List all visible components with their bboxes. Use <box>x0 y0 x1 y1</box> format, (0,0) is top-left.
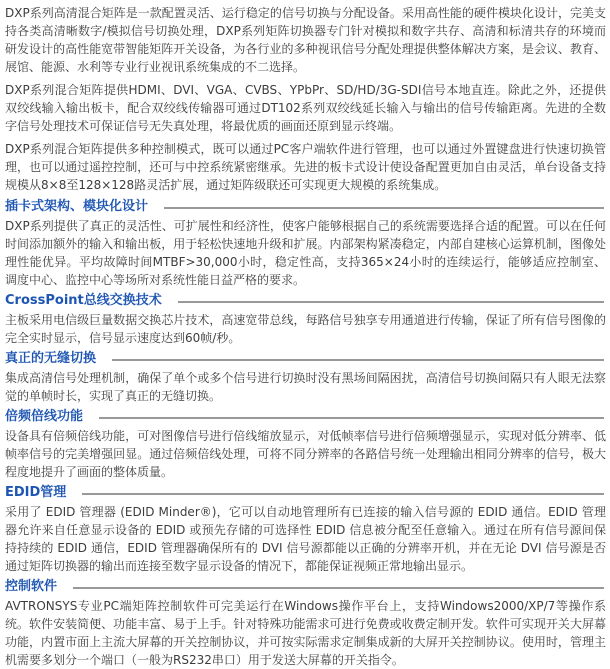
section-heading <box>5 199 606 214</box>
section-title: 真正的无缝切换 <box>5 351 97 366</box>
section-body: 设备具有倍频倍线功能，可对图像信号进行倍线缩放显示，对低帧率信号进行倍频增强显示，实现对低分辨率、低帧率信号的完美增强回显。通过倍频倍线处理，可将不同分辨率的各路信号统一处理输出相同分辨率的信号，极大程度地提升了画面的整体质量。 <box>5 429 606 479</box>
heading-rule <box>112 359 604 361</box>
section-title: CrossPoint总线交换技术 <box>5 293 162 308</box>
section-title: EDID管理 <box>5 485 67 500</box>
section-body: 集成高清信号处理机制，确保了单个或多个信号进行切换时没有黑场间隔困扰，高清信号切换间隔只有人眼无法察觉的单帧时长，实现了真正的无缝切换。 <box>5 371 606 403</box>
intro-paragraph-3: DXP系列混合矩阵提供多种控制模式，既可以通过PC客户端软件进行管理，也可以通过外置键盘进行快速切换管理，也可以通过遥控控制，还可与中控系统紧密继承。先进的板卡式设计使设备配置更加自由灵活，单台设备支持规模从8×8至128×128路灵活扩展，通过矩阵级联还可实现更大规模的系统集成。 <box>5 142 606 192</box>
intro-paragraph-2: DXP系列混合矩阵提供HDMI、DVI、VGA、CVBS、YPbPr、SD/HD/3G-SDI信号本地直连。除此之外，还提供双绞线输入输出板卡，配合双绞线传输器可通过DT102系列双绞线延长输入与输出的信号传输距离。先进的全数字信号处理技术可保证信号无失真处理，将最优质的画面还原到显示终端。 <box>5 83 606 133</box>
product-description-document <box>5 4 606 669</box>
heading-rule <box>82 493 604 495</box>
heading-rule <box>164 207 604 209</box>
section-heading <box>5 579 606 594</box>
intro-block <box>5 4 606 194</box>
heading-rule <box>178 301 604 303</box>
section-title: 插卡式架构、模块化设计 <box>5 199 149 214</box>
section-heading <box>5 409 606 424</box>
section-heading <box>5 293 606 308</box>
section-body: AVTRONSYS专业PC端矩阵控制软件可完美运行在Windows操作平台上，支持Windows2000/XP/7等操作系统。软件安装简便、功能丰富、易于上手。针对特殊功能需求可进行免费或收费定制开发。软件可实现开关大屏幕功能，内置市面上主流大屏幕的开关控制协议，并可按实际需求定制集成新的大屏开关控制协议。使用时，管理主机需要多划分一个端口（一般为RS232串口）用于发送大屏幕的开关指令。 <box>5 599 606 667</box>
heading-rule <box>99 417 604 419</box>
section-scaling-function <box>5 409 606 481</box>
section-modular-design <box>5 199 606 289</box>
section-title: 倍频倍线功能 <box>5 409 84 424</box>
section-body: 采用了 EDID 管理器 (EDID Minder®)，它可以自动地管理所有已连接的输入信号源的 EDID 通信。EDID 管理器允许来自任意显示设备的 EDID 或预先存储的可选择性 EDID 信息被分配至任意输入。通过在所有信号源间保持持续的 EDID 通信，EDID 管理器确保所有的 DVI 信号源都能以正确的分辨率开机，并在无论 DVI 信号源是否通过矩阵切换器的输出而连接至数字显示设备的情况下，都能保证视频正常地输出显示。 <box>5 505 606 573</box>
section-edid-management <box>5 485 606 575</box>
section-heading <box>5 485 606 500</box>
section-heading <box>5 351 606 366</box>
section-title: 控制软件 <box>5 579 58 594</box>
intro-paragraph-1: DXP系列高清混合矩阵是一款配置灵活、运行稳定的信号切换与分配设备。采用高性能的硬件模块化设计，完美支持各类高清晰数字/模拟信号切换处理，DXP系列矩阵切换器专门针对模拟和数字共存、高清和标清共存的环境而研发设计的高性能宽带智能矩阵开关设备，为各行业的多种视讯信号分配处理提供整体解决方案，是会议、教育、展馆、能源、水利等专业行业视讯系统集成的不二选择。 <box>5 6 606 74</box>
section-body: 主板采用电信级巨量数据交换芯片技术，高速宽带总线，每路信号独享专用通道进行传输，保证了所有信号图像的完全实时显示，信号显示速度达到60帧/秒。 <box>5 313 606 345</box>
section-seamless-switching <box>5 351 606 405</box>
section-crosspoint-bus <box>5 293 606 347</box>
section-body: DXP系列提供了真正的灵活性、可扩展性和经济性，使客户能够根据自己的系统需要选择合适的配置。可以在任何时间添加额外的输入和输出板，用于轻松快速地升级和扩展。内部架构紧凑稳定，内部自建核心运算机制，图像处理性能优异。平均故障时间MTBF>30,000小时，稳定性高，支持365×24小时的连续运行，能够适应控制室、调度中心、监控中心等场所对系统性能日益严格的要求。 <box>5 219 606 287</box>
heading-rule <box>73 587 604 589</box>
